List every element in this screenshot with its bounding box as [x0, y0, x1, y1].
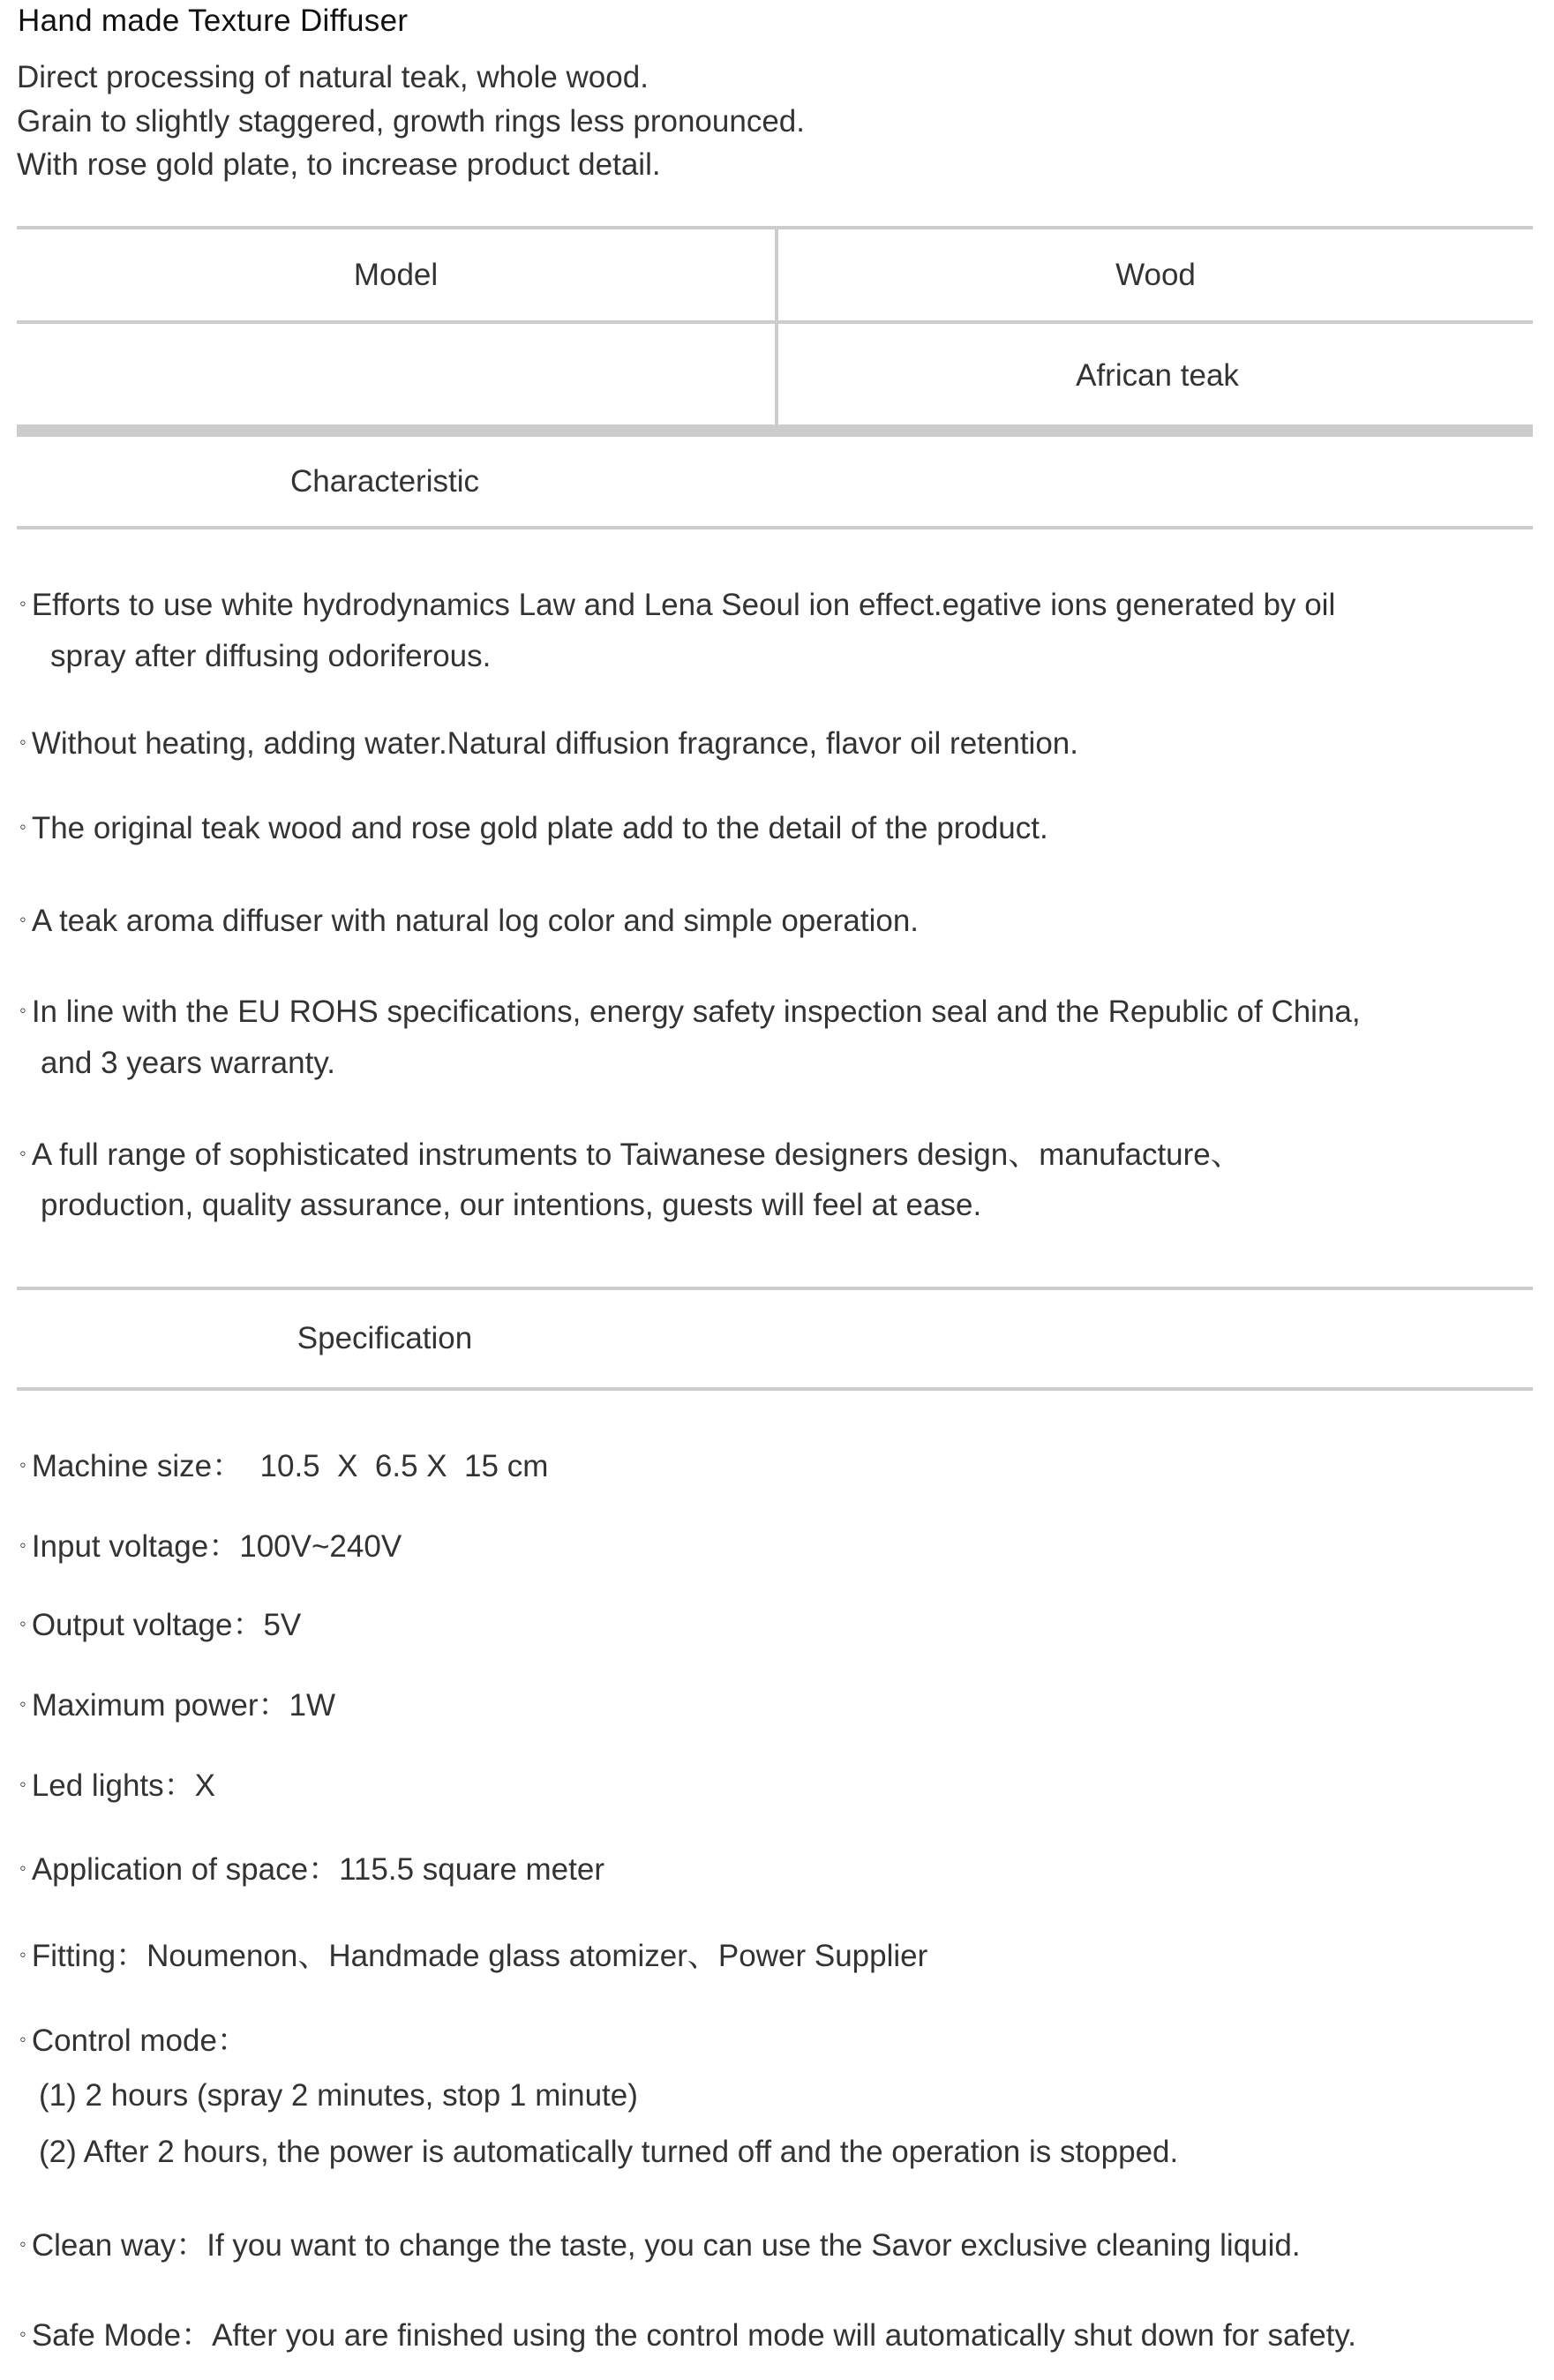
characteristic-text: A full range of sophisticated instruments to Taiwanese designers design、manufacture、	[31, 1137, 1242, 1172]
characteristic-item	[19, 801, 1048, 854]
bullet-icon: ◦	[19, 731, 26, 753]
specification-top-divider	[17, 1287, 1533, 1290]
characteristic-text: A teak aroma diffuser with natural log color and simple operation.	[31, 904, 920, 938]
bullet-icon: ◦	[19, 1943, 26, 1965]
spec-item	[19, 2014, 248, 2067]
specification-heading: Specification	[297, 1321, 473, 1355]
table-cell-wood: African teak	[1076, 358, 1239, 393]
product-title: Hand made Texture Diffuser	[18, 4, 409, 38]
bullet-icon: ◦	[19, 815, 26, 837]
bullet-icon: ◦	[19, 1612, 26, 1634]
characteristic-heading: Characteristic	[290, 464, 479, 499]
bullet-icon: ◦	[19, 1857, 26, 1879]
table-header-model: Model	[353, 258, 439, 292]
characteristic-item	[19, 985, 1361, 1038]
characteristic-continuation: production, quality assurance, our intentions, guests will feel at ease.	[41, 1188, 982, 1222]
spec-item	[19, 1520, 402, 1573]
spec-item	[19, 1843, 604, 1896]
bullet-icon: ◦	[19, 592, 26, 614]
spec-item	[19, 2219, 1301, 2271]
spec-text: Fitting：Noumenon、Handmade glass atomizer、Power Supplier	[31, 1939, 928, 1973]
characteristic-text: The original teak wood and rose gold plate add to the detail of the product.	[31, 811, 1048, 845]
characteristic-continuation: spray after diffusing odoriferous.	[50, 639, 492, 673]
characteristic-text: Efforts to use white hydrodynamics Law and Lena Seoul ion effect.egative ions generated by oil	[31, 588, 1336, 622]
characteristic-text: Without heating, adding water.Natural diffusion fragrance, flavor oil retention.	[31, 726, 1078, 761]
spec-text: Safe Mode：After you are finished using the control mode will automatically shut down for safety.	[31, 2318, 1357, 2353]
spec-text: Output voltage：5V	[31, 1608, 302, 1642]
bullet-icon: ◦	[19, 1534, 26, 1556]
bullet-icon: ◦	[19, 1142, 26, 1164]
bullet-icon: ◦	[19, 2028, 26, 2050]
characteristic-divider	[17, 526, 1533, 529]
characteristic-item	[19, 717, 1078, 770]
table-header-wood: Wood	[1115, 258, 1196, 292]
bullet-icon: ◦	[19, 1773, 26, 1795]
control-mode-step: (2) After 2 hours, the power is automatically turned off and the operation is stopped.	[39, 2135, 1179, 2169]
spec-text: Machine size： 10.5 X 6.5 X 15 cm	[31, 1449, 549, 1483]
spec-text: Input voltage：100V~240V	[31, 1529, 402, 1564]
spec-item	[19, 1929, 927, 1982]
spec-item	[19, 1439, 548, 1492]
spec-text: Maximum power：1W	[31, 1688, 336, 1723]
bullet-icon: ◦	[19, 999, 26, 1021]
spec-item	[19, 1759, 215, 1812]
spec-item	[19, 2309, 1356, 2361]
table-bottom-bar	[17, 424, 1533, 437]
bullet-icon: ◦	[19, 2323, 26, 2345]
spec-item	[19, 1678, 335, 1731]
bullet-icon: ◦	[19, 1693, 26, 1715]
spec-text: Application of space：115.5 square meter	[31, 1852, 604, 1887]
characteristic-text: In line with the EU ROHS specifications, energy safety inspection seal and the Republic of China,	[31, 995, 1361, 1029]
characteristic-item	[19, 894, 919, 947]
bullet-icon: ◦	[19, 1453, 26, 1475]
description-line: Direct processing of natural teak, whole wood.	[17, 60, 649, 94]
control-mode-step: (1) 2 hours (spray 2 minutes, stop 1 minute)	[39, 2078, 638, 2113]
specification-bottom-divider	[17, 1387, 1533, 1391]
bullet-icon: ◦	[19, 2233, 26, 2255]
spec-item	[19, 1598, 301, 1651]
spec-text: Clean way：If you want to change the taste, you can use the Savor exclusive cleaning liquid.	[31, 2228, 1301, 2263]
spec-text: Led lights：X	[31, 1768, 215, 1803]
characteristic-item	[19, 578, 1335, 631]
bullet-icon: ◦	[19, 908, 26, 930]
table-row-divider	[17, 320, 1533, 324]
description-line: With rose gold plate, to increase product detail.	[17, 147, 661, 182]
description-line: Grain to slightly staggered, growth rings less pronounced.	[17, 104, 805, 139]
characteristic-item	[19, 1128, 1242, 1181]
characteristic-continuation: and 3 years warranty.	[41, 1046, 335, 1080]
spec-text: Control mode：	[31, 2023, 248, 2058]
